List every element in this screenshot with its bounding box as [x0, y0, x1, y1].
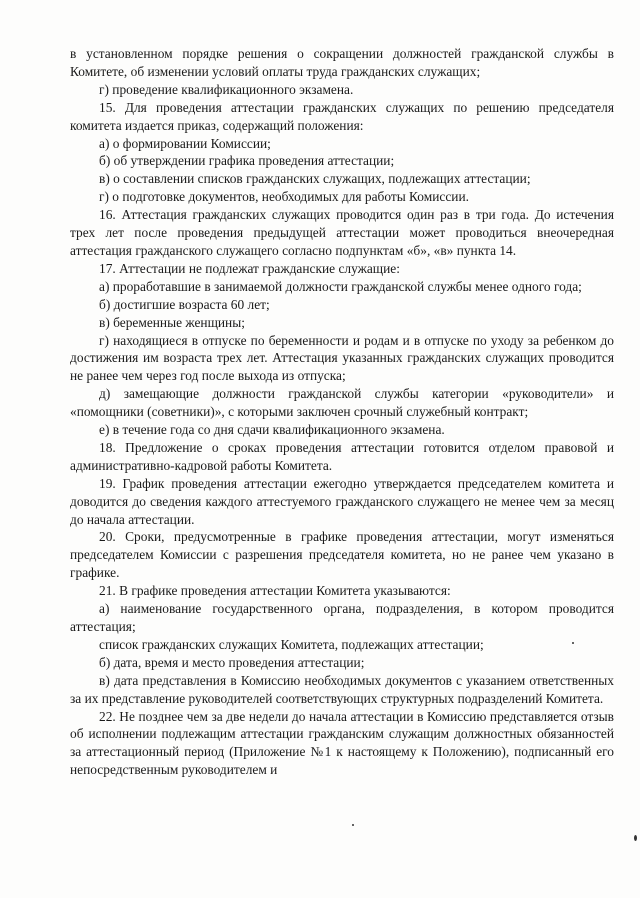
paragraph: список гражданских служащих Комитета, подлежащих аттестации;	[99, 636, 484, 652]
paragraph: 17. Аттестации не подлежат гражданские служащие:	[99, 260, 400, 276]
paragraph: а) проработавшие в занимаемой должности гражданской службы менее одного года;	[99, 278, 582, 294]
paragraph: б) об утверждении графика проведения аттестации;	[99, 153, 395, 169]
paragraph: 20. Сроки, предусмотренные в графике проведения аттестации, могут изменяться председателем Комиссии с разрешения председателя комитета, но не ранее чем указано в графике.	[70, 529, 614, 581]
paragraph: б) достигшие возраста 60 лет;	[99, 296, 270, 312]
paragraph: г) проведение квалификационного экзамена.	[99, 81, 354, 97]
paragraph: в) о составлении списков гражданских служащих, подлежащих аттестации;	[99, 171, 531, 187]
paragraph: 18. Предложение о сроках проведения аттестации готовится отделом правовой и административно-кадровой работы Комитета.	[70, 439, 614, 473]
paragraph: 22. Не позднее чем за две недели до начала аттестации в Комиссию представляется отзыв об исполнении подлежащим аттестации гражданским служащим должностных обязанностей за аттестационный период (Приложение №1 к настоящему к Положению), подписанный его непосредственным руководителем и	[70, 708, 614, 778]
scan-speck	[634, 835, 637, 841]
paragraph: в) дата представления в Комиссию необходимых документов с указанием ответственных за их представление руководителей соответствующих структурных подразделений Комитета.	[70, 672, 614, 706]
paragraph: в установленном порядке решения о сокращении должностей гражданской службы в Комитете, об изменении условий оплаты труда гражданских служащих;	[70, 46, 614, 79]
paragraph: 15. Для проведения аттестации гражданских служащих по решению председателя комитета издается приказ, содержащий положения:	[70, 99, 614, 133]
paragraph: д) замещающие должности гражданской службы категории «руководители» и «помощники (советники)», с которыми заключен срочный служебный контракт;	[70, 386, 614, 420]
paragraph: 21. В графике проведения аттестации Комитета указываются:	[99, 583, 451, 599]
paragraph: а) наименование государственного органа, подразделения, в котором проводится аттестация;	[70, 601, 614, 634]
paragraph: 16. Аттестация гражданских служащих проводится один раз в три года. До истечения трех лет после проведения предыдущей аттестации может проводиться внеочередная аттестация гражданского служащего согласно подпунктам «б», «в» пункта 14.	[70, 207, 614, 258]
paragraph: б) дата, время и место проведения аттестации;	[99, 654, 365, 670]
paragraph: в) беременные женщины;	[99, 314, 245, 330]
paragraph: 19. График проведения аттестации ежегодно утверждается председателем комитета и доводится до сведения каждого аттестуемого гражданского служащего не менее чем за месяц до начала аттестации.	[70, 475, 614, 527]
paragraph: е) в течение года со дня сдачи квалификационного экзамена.	[99, 422, 445, 438]
document-body	[70, 45, 614, 779]
paragraph: г) о подготовке документов, необходимых для работы Комиссии.	[99, 189, 469, 205]
paragraph: г) находящиеся в отпуске по беременности и родам и в отпуске по уходу за ребенком до достижения им возраста трех лет. Аттестация указанных гражданских служащих проводится не ранее чем через год после выхода из отпуска;	[70, 332, 614, 384]
scan-speck	[352, 824, 354, 826]
scan-speck	[572, 642, 574, 644]
paragraph: а) о формировании Комиссии;	[99, 135, 271, 151]
